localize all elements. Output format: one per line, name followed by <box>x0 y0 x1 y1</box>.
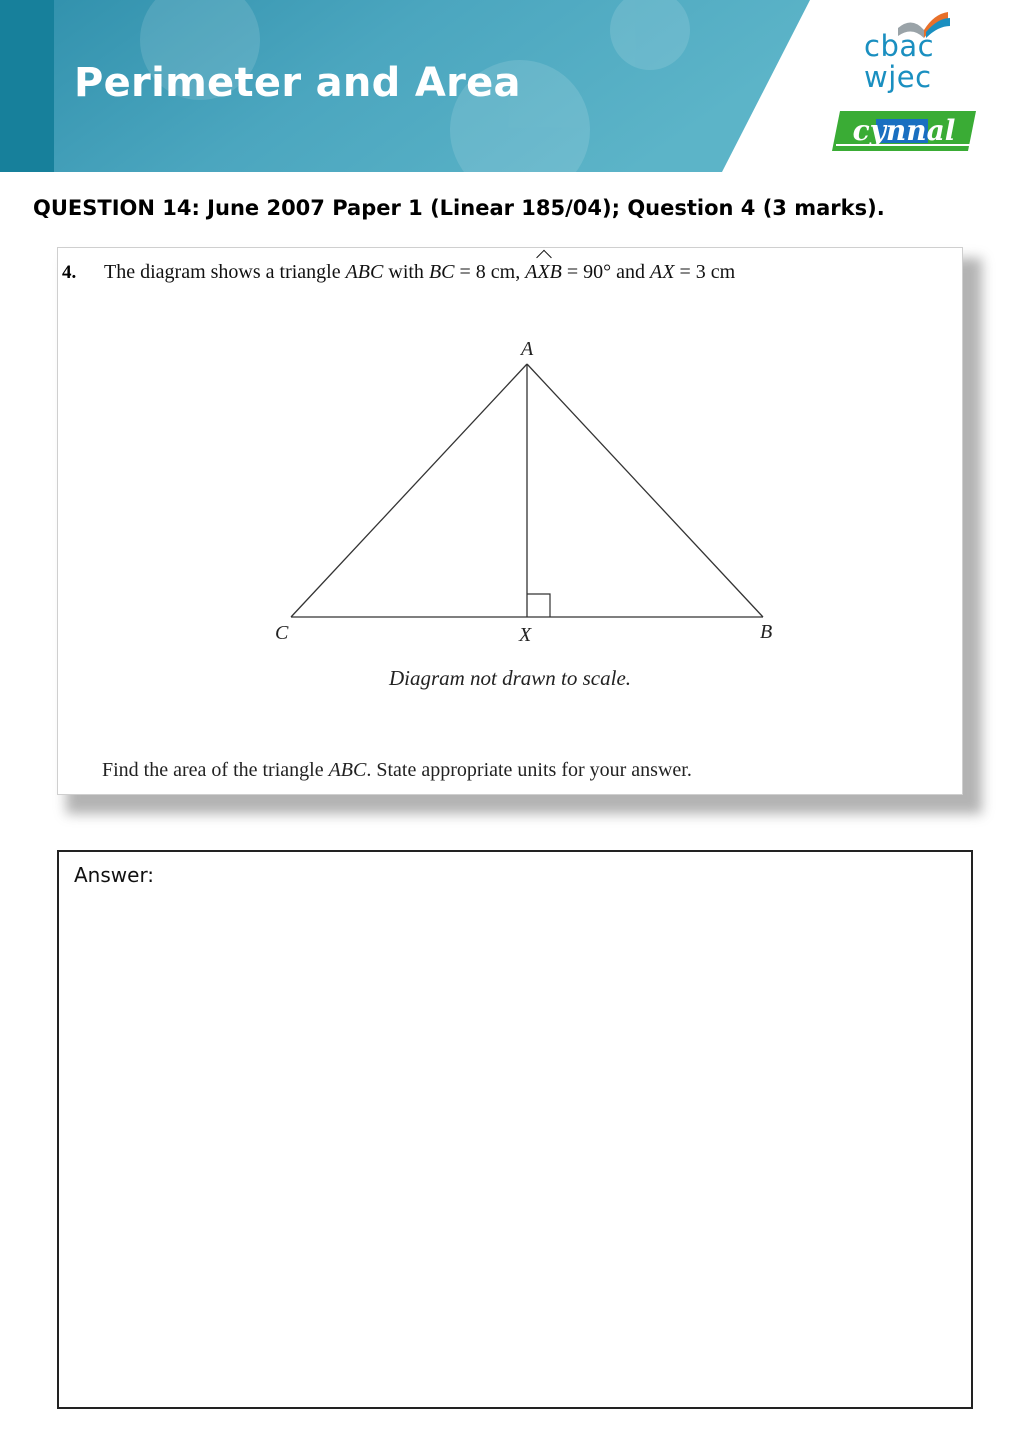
cbac-wjec-logo <box>826 6 986 166</box>
find-abc: ABC <box>328 759 367 781</box>
logo-wjec-text: wjec <box>864 60 932 94</box>
find-suffix: . State appropriate units for your answer. <box>366 759 692 781</box>
intro-abc: ABC <box>345 261 384 283</box>
label-x: X <box>519 624 532 646</box>
side-ab <box>527 364 763 617</box>
intro-with: with <box>383 261 429 283</box>
question-card <box>57 247 963 795</box>
label-c: C <box>275 622 289 644</box>
label-b: B <box>760 621 773 643</box>
intro-angle-value: = 90° and <box>561 261 651 283</box>
header-banner <box>0 0 1024 172</box>
intro-bc: BC <box>428 261 455 283</box>
label-a: A <box>521 338 534 360</box>
answer-box[interactable] <box>57 850 973 1409</box>
answer-label: Answer: <box>74 863 155 887</box>
intro-angle-b: B <box>549 261 562 283</box>
find-prefix: Find the area of the triangle <box>102 759 329 781</box>
intro-ax: AX <box>650 261 675 283</box>
question-heading: QUESTION 14: June 2007 Paper 1 (Linear 185/04); Question 4 (3 marks). <box>33 196 885 220</box>
cynnal-text: cynnal <box>852 114 956 147</box>
intro-prefix: The diagram shows a triangle <box>104 261 346 283</box>
intro-bc-value: = 8 cm, <box>454 261 526 283</box>
side-ca <box>291 364 527 617</box>
page-title: Perimeter and Area <box>74 60 521 106</box>
triangle-diagram <box>58 248 962 668</box>
diagram-caption: Diagram not drawn to scale. <box>388 666 632 690</box>
cynnal-badge <box>832 111 976 151</box>
intro-angle-x: X <box>537 261 550 283</box>
question-number: 4. <box>62 262 77 283</box>
right-angle-marker <box>527 594 550 617</box>
logo-cbac-text: cbac <box>864 29 935 63</box>
intro-ax-value: = 3 cm <box>674 261 736 283</box>
question-instruction <box>102 759 692 782</box>
intro-angle-a: A <box>525 261 538 283</box>
